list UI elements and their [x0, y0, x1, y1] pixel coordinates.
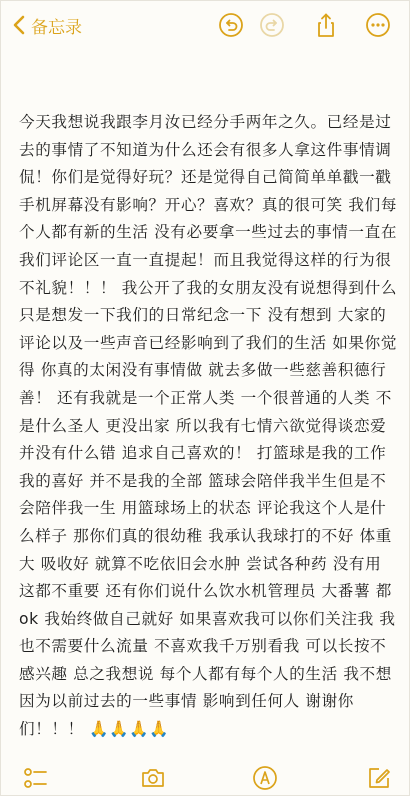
undo-button[interactable] — [217, 11, 245, 39]
back-button-label: 备忘录 — [31, 17, 82, 38]
redo-button[interactable] — [258, 11, 286, 39]
navigation-bar — [1, 1, 410, 53]
note-body[interactable]: 今天我想说我跟李月汝已经分手两年之久。已经是过去的事情了不知道为什么还会有很多人拿这件事情调侃！你们是觉得好玩？还是觉得自己简简单单戳一戳手机屏幕没有影响？开心？喜欢？真的很可笑 我们每个人都有新的生活 没有必要拿一些过去的事情一直在我们评论区一直一直提起！而且我觉得这样的行为很不礼貌！！！ 我公开了我的女朋友没有说想得到什么 只是想发一下我们的日常纪念一下 没有想到 大家的评论以及一些声音已经影响到了我们的生活 如果你觉得 你真的太闲没有事情做 就去多做一些慈善积德行善！ 还有我就是一个正常人类 一个很普通的人类 不是什么圣人 更没出家 所以我有七情六欲觉得谈恋爱并没有什么错 追求自己喜欢的！ 打篮球是我的工作我的喜好 并不是我的全部 篮球会陪伴我半生但是不会陪伴我一生 用篮球场上的状态 评论我这个人是什么样子 那你们真的很幼稚 我承认我球打的不好 体重大 吸收好 就算不吃依旧会水肿 尝试各种药 没有用 这都不重要 还有你们说什么饮水机管理员 大番薯 都 ok 我始终做自己就好 如果喜欢我可以你们关注我 我也不需要什么流量 不喜欢我千万别看我 可以长按不感兴趣 总之我想说 每个人都有每个人的生活 我不想因为以前过去的一些事情 影响到任何人 谢谢你们！！！ 🙏🙏🙏🙏 — [19, 113, 398, 739]
bottom-toolbar — [1, 753, 410, 796]
compose-icon — [366, 765, 392, 791]
chevron-left-icon — [13, 15, 25, 35]
markup-pen-icon — [252, 765, 278, 791]
more-icon — [365, 12, 391, 38]
back-button[interactable] — [13, 11, 82, 39]
camera-icon — [140, 765, 166, 791]
undo-icon — [218, 12, 244, 38]
checklist-button[interactable] — [21, 763, 51, 793]
markup-button[interactable] — [250, 763, 280, 793]
share-button[interactable] — [312, 11, 340, 39]
more-button[interactable] — [364, 11, 392, 39]
camera-button[interactable] — [138, 763, 168, 793]
share-icon — [313, 12, 339, 38]
redo-icon — [259, 12, 285, 38]
checklist-icon — [23, 765, 49, 791]
compose-button[interactable] — [364, 763, 394, 793]
